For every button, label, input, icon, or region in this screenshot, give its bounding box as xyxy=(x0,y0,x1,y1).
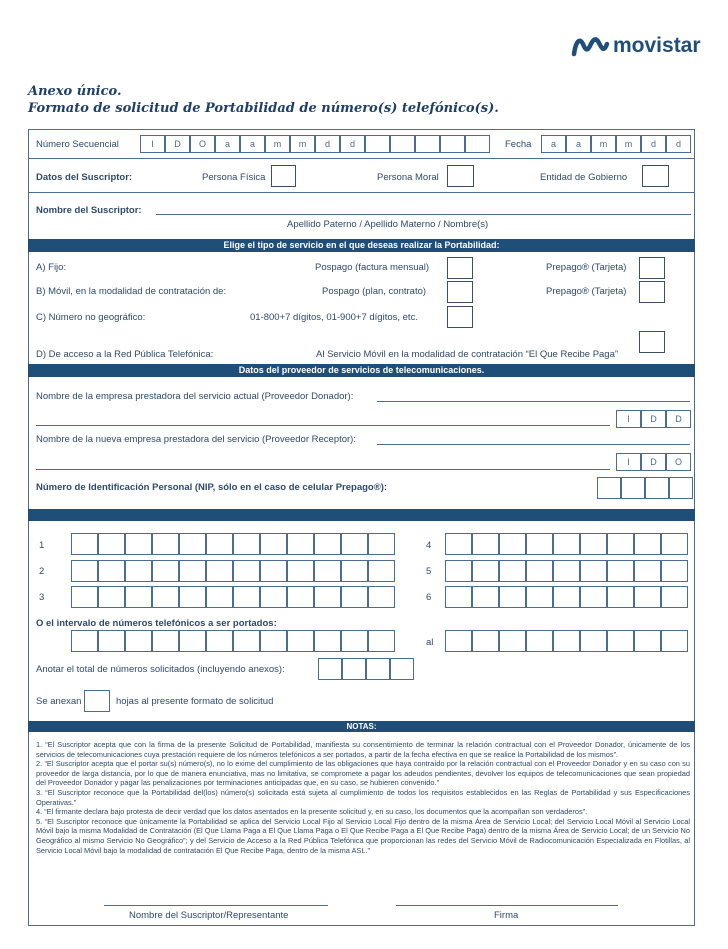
date-cell[interactable]: d xyxy=(666,135,691,153)
receptor-id-cell[interactable]: D xyxy=(641,453,666,471)
movistar-m-icon xyxy=(571,34,611,58)
phone-digit-cell[interactable] xyxy=(445,560,472,582)
phone-digit-cell[interactable] xyxy=(98,533,125,555)
donor-id-cell[interactable]: D xyxy=(641,410,666,428)
service-a-postpaid: Pospago (factura mensual) xyxy=(315,262,430,273)
phone-digit-cell[interactable] xyxy=(71,533,98,555)
phone-digit-cell[interactable] xyxy=(368,533,395,555)
notes-bar: NOTAS: xyxy=(28,721,695,732)
donor-provider-label: Nombre de la empresa prestadora del servicio actual (Proveedor Donador): xyxy=(36,391,354,402)
form-title: Formato de solicitud de Portabilidad de número(s) telefónico(s). xyxy=(28,101,499,116)
phone-digit-cell[interactable] xyxy=(445,630,472,652)
movistar-logo xyxy=(571,32,701,60)
sequential-label: Número Secuencial xyxy=(36,139,119,150)
service-d-desc: Al Servicio Móvil en la modalidad de contratación “El Que Recibe Paga” xyxy=(316,349,619,360)
seq-cell[interactable]: m xyxy=(290,135,315,153)
phone-digit-cell[interactable] xyxy=(314,533,341,555)
phone-digit-cell[interactable] xyxy=(98,630,125,652)
signer-name-label: Nombre del Suscriptor/Representante xyxy=(129,910,289,921)
persona-moral-checkbox[interactable] xyxy=(447,165,474,187)
note-1: 1. “El Suscriptor acepta que con la firma de la presente Solicitud de Portabilidad, manifiesta su consentimiento de terminar la relación contractual con el Proveedor Donador, únicamente de los servicios de telecomunicaciones cuya prestación requiere de los números telefónicos a ser portados, a partir de la fecha efectiva en que se realice la Portabilidad de los mismos”. xyxy=(36,740,690,759)
phone-digit-cell[interactable] xyxy=(472,586,499,608)
seq-cell[interactable] xyxy=(465,135,490,153)
donor-provider-line-2[interactable] xyxy=(36,425,610,426)
persona-fisica-label: Persona Física xyxy=(202,172,266,183)
phone-digit-cell[interactable] xyxy=(607,533,634,555)
note-5: 5. “El Suscriptor reconoce que únicamente la Portabilidad se aplica del Servicio Local Fijo al Servicio Local Fijo dentro de la misma Área de Servicio Local; del Servicio Local Móvil al Servicio Local Móvil bajo la misma Modalidad de Contratación (El Que Llama Paga a El Que Llama Paga o El Que Recibe Paga a El Que Recibe Paga) dentro de la misma Área de Servicio Local; de un Servicio No Geográfico al mismo Servicio No Geográfico”; y del Servicio de Acceso a la Red Pública Telefónica que proporcionan las redes del Servicio Móvil de Radiocomunicación Especializada en Flotillas, al Servicio Local Móvil bajo la modalidad de contratación El Que Recibe Paga, dentro de la misma ASL.” xyxy=(36,816,690,855)
seq-cell[interactable]: m xyxy=(265,135,290,153)
total-cell[interactable] xyxy=(342,658,366,680)
seq-cell[interactable] xyxy=(365,135,390,153)
total-cell[interactable] xyxy=(318,658,342,680)
note-2: 2. “El Suscriptor acepta que el portar su(s) número(s), no lo exime del cumplimiento de las obligaciones que haya contraído por la relación contractual con el Proveedor Donador y en su caso con su proveedor de larga distancia, por lo que de manera enunciativa, mas no limitativa, se compromete a pagar los adeudos pendientes, devolver los equipos de telecomunicaciones que sean propiedad del Proveedor Donador y pagar las penalizaciones por terminaciones anticipadas que, en su caso, se hubieren convenido.” xyxy=(36,759,690,788)
seq-cell[interactable]: I xyxy=(140,135,165,153)
range-label: O el intervalo de números telefónicos a ser portados: xyxy=(36,618,277,629)
date-cell[interactable]: a xyxy=(541,135,566,153)
subscriber-data-label: Datos del Suscriptor: xyxy=(36,172,133,183)
phone-digit-cell[interactable] xyxy=(341,560,368,582)
row-number: 1 xyxy=(39,540,45,551)
phone-digit-cell[interactable] xyxy=(499,586,526,608)
receptor-id-cell[interactable]: O xyxy=(666,453,691,471)
service-b-postpaid: Pospago (plan, contrato) xyxy=(322,286,427,297)
subscriber-name-label: Nombre del Suscriptor: xyxy=(36,205,142,216)
phone-digit-cell[interactable] xyxy=(152,586,179,608)
phone-digit-cell[interactable] xyxy=(526,630,553,652)
phone-digit-cell[interactable] xyxy=(98,586,125,608)
phone-digit-cell[interactable] xyxy=(341,533,368,555)
numbers-bar xyxy=(28,509,695,521)
phone-digit-cell[interactable] xyxy=(472,560,499,582)
phone-digit-cell[interactable] xyxy=(580,586,607,608)
phone-digit-cell[interactable] xyxy=(341,586,368,608)
phone-digit-cell[interactable] xyxy=(553,586,580,608)
seq-cell[interactable] xyxy=(440,135,465,153)
seq-cell[interactable]: d xyxy=(315,135,340,153)
phone-digit-cell[interactable] xyxy=(499,533,526,555)
phone-digit-cell[interactable] xyxy=(472,630,499,652)
receptor-provider-line[interactable] xyxy=(377,444,690,445)
seq-cell[interactable]: a xyxy=(240,135,265,153)
phone-digit-cell[interactable] xyxy=(179,586,206,608)
service-a-postpaid-checkbox[interactable] xyxy=(447,257,473,279)
phone-digit-cell[interactable] xyxy=(206,586,233,608)
phone-digit-cell[interactable] xyxy=(634,630,661,652)
nip-cell[interactable] xyxy=(597,477,621,499)
phone-digit-cell[interactable] xyxy=(233,630,260,652)
service-d-label: D) De acceso a la Red Pública Telefónica: xyxy=(36,349,214,360)
phone-digit-cell[interactable] xyxy=(71,560,98,582)
donor-provider-line[interactable] xyxy=(377,401,690,402)
seq-cell[interactable] xyxy=(390,135,415,153)
donor-id-cell[interactable]: I xyxy=(616,410,641,428)
phone-digit-cell[interactable] xyxy=(98,560,125,582)
phone-digit-cell[interactable] xyxy=(499,630,526,652)
entidad-gobierno-checkbox[interactable] xyxy=(642,165,669,187)
phone-digit-cell[interactable] xyxy=(233,560,260,582)
service-b-label: B) Móvil, en la modalidad de contratación de: xyxy=(36,286,227,297)
persona-moral-label: Persona Moral xyxy=(377,172,439,183)
seq-cell[interactable]: O xyxy=(190,135,215,153)
phone-digit-cell[interactable] xyxy=(607,630,634,652)
service-type-bar: Elige el tipo de servicio en el que deseas realizar la Portabilidad: xyxy=(28,239,695,252)
phone-digit-cell[interactable] xyxy=(499,560,526,582)
row-number: 6 xyxy=(426,592,432,603)
phone-digit-cell[interactable] xyxy=(661,533,688,555)
date-label: Fecha xyxy=(505,139,532,150)
phone-digit-cell[interactable] xyxy=(233,586,260,608)
service-c-checkbox[interactable] xyxy=(447,306,473,328)
total-cell[interactable] xyxy=(366,658,390,680)
phone-digit-cell[interactable] xyxy=(368,586,395,608)
subscriber-name-line[interactable] xyxy=(156,214,691,215)
date-cell[interactable]: m xyxy=(591,135,616,153)
phone-digit-cell[interactable] xyxy=(179,560,206,582)
service-b-postpaid-checkbox[interactable] xyxy=(447,281,473,303)
row-number: 4 xyxy=(426,540,432,551)
row-number: 3 xyxy=(39,592,45,603)
name-parts-caption: Apellido Paterno / Apellido Materno / Nombre(s) xyxy=(287,219,489,230)
phone-digit-cell[interactable] xyxy=(260,586,287,608)
phone-digit-cell[interactable] xyxy=(526,533,553,555)
phone-digit-cell[interactable] xyxy=(152,560,179,582)
phone-digit-cell[interactable] xyxy=(314,560,341,582)
phone-digit-cell[interactable] xyxy=(71,630,98,652)
phone-digit-cell[interactable] xyxy=(661,630,688,652)
phone-digit-cell[interactable] xyxy=(634,533,661,555)
service-b-prepaid: Prepago® (Tarjeta) xyxy=(546,286,627,297)
phone-digit-cell[interactable] xyxy=(580,560,607,582)
donor-id-cell[interactable]: D xyxy=(666,410,691,428)
range-to-label: al xyxy=(426,637,434,648)
receptor-provider-label: Nombre de la nueva empresa prestadora del servicio (Proveedor Receptor): xyxy=(36,434,356,445)
nip-label: Número de Identificación Personal (NIP, sólo en el caso de celular Prepago®): xyxy=(36,482,388,493)
phone-digit-cell[interactable] xyxy=(445,586,472,608)
phone-digit-cell[interactable] xyxy=(526,560,553,582)
nip-cell[interactable] xyxy=(621,477,645,499)
phone-digit-cell[interactable] xyxy=(71,586,98,608)
phone-digit-cell[interactable] xyxy=(287,533,314,555)
phone-digit-cell[interactable] xyxy=(580,533,607,555)
phone-digit-cell[interactable] xyxy=(179,533,206,555)
phone-digit-cell[interactable] xyxy=(206,630,233,652)
phone-digit-cell[interactable] xyxy=(287,586,314,608)
note-4: 4. “El firmante declara bajo protesta de decir verdad que los datos asentados en la presente solicitud y, en su caso, los documentos que la acompañan son verdaderos”. xyxy=(36,807,588,817)
phone-digit-cell[interactable] xyxy=(125,533,152,555)
phone-digit-cell[interactable] xyxy=(553,630,580,652)
annex-title: Anexo único. xyxy=(28,84,122,99)
phone-digit-cell[interactable] xyxy=(152,630,179,652)
phone-digit-cell[interactable] xyxy=(341,630,368,652)
phone-digit-cell[interactable] xyxy=(314,630,341,652)
phone-digit-cell[interactable] xyxy=(526,586,553,608)
phone-digit-cell[interactable] xyxy=(607,586,634,608)
nip-cell[interactable] xyxy=(645,477,669,499)
phone-digit-cell[interactable] xyxy=(287,560,314,582)
service-a-prepaid-checkbox[interactable] xyxy=(639,257,665,279)
date-cell[interactable]: d xyxy=(641,135,666,153)
phone-digit-cell[interactable] xyxy=(607,560,634,582)
entidad-gobierno-label: Entidad de Gobierno xyxy=(540,172,628,183)
phone-digit-cell[interactable] xyxy=(125,560,152,582)
phone-digit-cell[interactable] xyxy=(580,630,607,652)
phone-digit-cell[interactable] xyxy=(472,533,499,555)
phone-digit-cell[interactable] xyxy=(125,630,152,652)
phone-digit-cell[interactable] xyxy=(287,630,314,652)
phone-digit-cell[interactable] xyxy=(368,630,395,652)
provider-bar: Datos del proveedor de servicios de telecomunicaciones. xyxy=(28,364,695,377)
phone-digit-cell[interactable] xyxy=(206,560,233,582)
notes-text xyxy=(36,740,690,855)
phone-digit-cell[interactable] xyxy=(260,560,287,582)
annex-sheets-label: hojas al presente formato de solicitud xyxy=(116,696,274,707)
row-number: 5 xyxy=(426,566,432,577)
phone-digit-cell[interactable] xyxy=(634,560,661,582)
service-b-prepaid-checkbox[interactable] xyxy=(639,281,665,303)
note-3: 3. “El Suscriptor reconoce que la Portabilidad del(los) número(s) solicitada está sujeta al cumplimiento de todos los requisitos establecidos en las Reglas de Portabilidad y sus Especificaciones Operativas.” xyxy=(36,787,690,807)
phone-digit-cell[interactable] xyxy=(661,586,688,608)
seq-cell[interactable]: d xyxy=(340,135,365,153)
annex-label: Se anexan xyxy=(36,696,82,707)
phone-digit-cell[interactable] xyxy=(260,533,287,555)
service-c-label: C) Número no geográfico: xyxy=(36,312,146,323)
phone-digit-cell[interactable] xyxy=(368,560,395,582)
total-cell[interactable] xyxy=(390,658,414,680)
row-number: 2 xyxy=(39,566,45,577)
phone-digit-cell[interactable] xyxy=(634,586,661,608)
signature-line[interactable] xyxy=(396,905,618,906)
brand-name: movistar xyxy=(613,34,701,57)
seq-cell[interactable]: a xyxy=(215,135,240,153)
annex-sheets-input[interactable] xyxy=(84,690,110,712)
phone-digit-cell[interactable] xyxy=(125,586,152,608)
phone-digit-cell[interactable] xyxy=(206,533,233,555)
seq-cell[interactable] xyxy=(415,135,440,153)
persona-fisica-checkbox[interactable] xyxy=(271,165,296,187)
phone-digit-cell[interactable] xyxy=(445,533,472,555)
signature-label: Firma xyxy=(494,910,519,921)
phone-digit-cell[interactable] xyxy=(152,533,179,555)
phone-digit-cell[interactable] xyxy=(553,533,580,555)
phone-digit-cell[interactable] xyxy=(661,560,688,582)
phone-digit-cell[interactable] xyxy=(553,560,580,582)
service-a-prepaid: Prepago® (Tarjeta) xyxy=(546,262,627,273)
receptor-provider-line-2[interactable] xyxy=(36,469,610,470)
phone-digit-cell[interactable] xyxy=(260,630,287,652)
signer-name-line[interactable] xyxy=(104,905,328,906)
service-a-label: A) Fijo: xyxy=(36,262,67,273)
date-cell[interactable]: m xyxy=(616,135,641,153)
date-cell[interactable]: a xyxy=(566,135,591,153)
service-d-checkbox[interactable] xyxy=(639,331,665,353)
receptor-id-cell[interactable]: I xyxy=(616,453,641,471)
service-c-desc: 01-800+7 dígitos, 01-900+7 dígitos, etc. xyxy=(250,312,418,323)
seq-cell[interactable]: D xyxy=(165,135,190,153)
phone-digit-cell[interactable] xyxy=(179,630,206,652)
nip-cell[interactable] xyxy=(669,477,693,499)
phone-digit-cell[interactable] xyxy=(314,586,341,608)
total-label: Anotar el total de números solicitados (incluyendo anexos): xyxy=(36,664,285,675)
phone-digit-cell[interactable] xyxy=(233,533,260,555)
